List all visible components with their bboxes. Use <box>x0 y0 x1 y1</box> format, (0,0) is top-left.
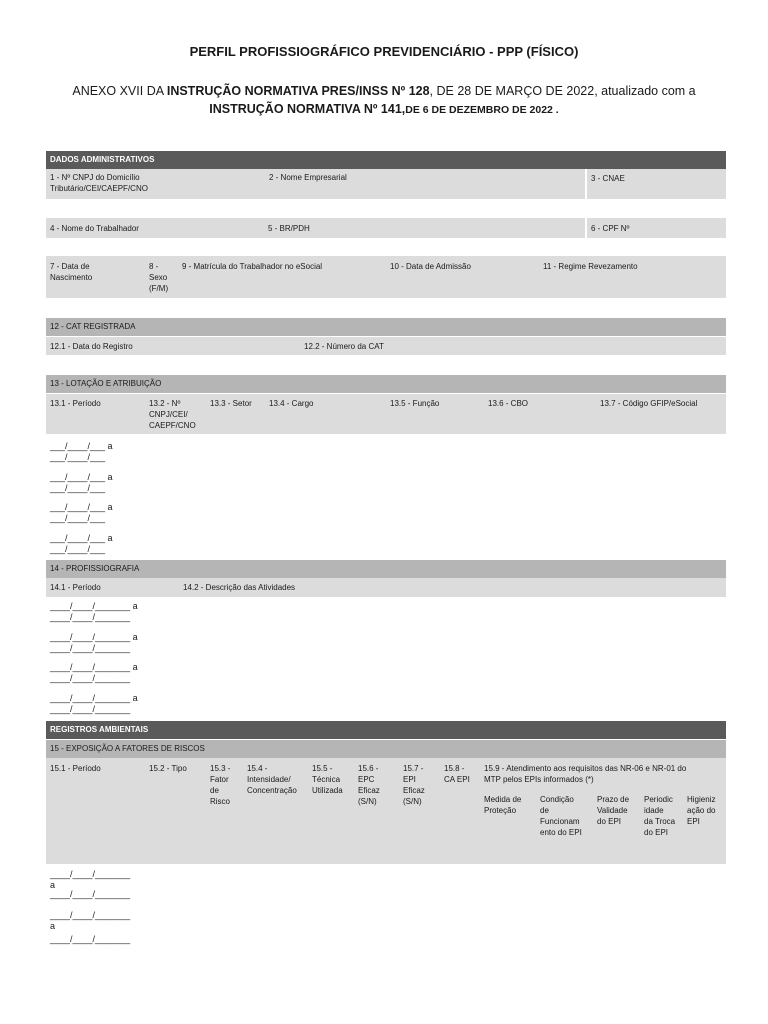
profissiografia-period-entry: ____/____/_______ a ____/____/_______ <box>50 662 138 683</box>
lotacao-period-entry: ___/____/___ a ___/____/___ <box>50 533 113 554</box>
registros-period-entry: ____/____/_______ a <box>50 869 131 890</box>
col-prazo-validade-label: Prazo de Validade do EPI <box>597 795 630 826</box>
field-regime-revezamento-label: 11 - Regime Revezamento <box>543 262 638 271</box>
section-cat-registrada: 12 - CAT REGISTRADA <box>46 318 726 336</box>
col-periodo-label: 13.1 - Período <box>50 399 101 408</box>
col-condicao-funcionamento-label: Condição de Funcionam ento do EPI <box>540 795 582 837</box>
section-registros-ambientais: REGISTROS AMBIENTAIS <box>46 721 726 739</box>
col-codigo-gfip-label: 13.7 - Código GFIP/eSocial <box>600 399 698 408</box>
section-profissiografia: 14 - PROFISSIOGRAFIA <box>46 560 726 578</box>
divider <box>585 169 587 199</box>
col-ca-epi-label: 15.8 - CA EPI <box>444 764 470 784</box>
col-cbo-label: 13.6 - CBO <box>488 399 529 408</box>
field-data-registro-label: 12.1 - Data do Registro <box>50 342 133 351</box>
col-intensidade-label: 15.4 - Intensidade/ Concentração <box>247 764 297 795</box>
field-br-pdh-label: 5 - BR/PDH <box>268 224 310 233</box>
profissiografia-period-entry: ____/____/_______ a ____/____/_______ <box>50 693 138 714</box>
subtitle-part: INSTRUÇÃO NORMATIVA PRES/INSS Nº 128 <box>166 84 430 98</box>
col-cnpj-label: 13.2 - Nº CNPJ/CEI/ CAEPF/CNO <box>149 399 196 430</box>
field-matricula-label: 9 - Matrícula do Trabalhador no eSocial <box>182 262 323 271</box>
col-tipo-label: 15.2 - Tipo <box>149 764 187 773</box>
lotacao-period-entry: ___/____/___ a ___/____/___ <box>50 472 113 493</box>
divider <box>585 218 587 238</box>
col-epi-eficaz-label: 15.7 - EPI Eficaz (S/N) <box>403 764 425 806</box>
section-exposicao-fatores-riscos: 15 - EXPOSIÇÃO A FATORES DE RISCOS <box>46 740 726 758</box>
field-cpf-label: 6 - CPF Nº <box>591 224 630 233</box>
registros-period-entry: ____/____/_______ a <box>50 910 131 931</box>
subtitle-part: , DE 28 DE MARÇO DE 2022, atualizado com a <box>429 84 696 98</box>
cat-row <box>46 337 726 355</box>
subtitle-part: ANEXO XVII DA <box>72 84 167 98</box>
col-descricao-atividades-label: 14.2 - Descrição das Atividades <box>183 583 296 592</box>
profissiografia-period-entry: ____/____/_______ a ____/____/_______ <box>50 601 138 622</box>
col-cargo-label: 13.4 - Cargo <box>269 399 314 408</box>
registros-period-entry: ____/____/_______ <box>50 934 131 944</box>
field-nome-trabalhador-label: 4 - Nome do Trabalhador <box>50 224 139 233</box>
col-medida-protecao-label: Medida de Proteção <box>484 795 522 815</box>
subtitle-part: INSTRUÇÃO NORMATIVA Nº 141, <box>209 102 406 116</box>
col-epc-eficaz-label: 15.6 - EPC Eficaz (S/N) <box>358 764 380 806</box>
col-periodo-label: 15.1 - Período <box>50 764 101 773</box>
col-tecnica-label: 15.5 - Técnica Utilizada <box>312 764 343 795</box>
page-title: PERFIL PROFISSIOGRÁFICO PREVIDENCIÁRIO - PPP (FÍSICO) <box>189 44 579 59</box>
section-lotacao-atribuicao: 13 - LOTAÇÃO E ATRIBUIÇÃO <box>46 375 726 393</box>
field-cnpj-label: 1 - Nº CNPJ do Domicílio Tributário/CEI/CAEPF/CNO <box>50 173 148 193</box>
lotacao-period-entry: ___/____/___ a ___/____/___ <box>50 502 113 523</box>
field-nome-empresarial-label: 2 - Nome Empresarial <box>269 173 347 182</box>
lotacao-period-entry: ___/____/___ a ___/____/___ <box>50 441 113 462</box>
col-setor-label: 13.3 - Setor <box>210 399 252 408</box>
profissiografia-header-row <box>46 578 726 597</box>
field-cnae-label: 3 - CNAE <box>591 174 625 183</box>
col-atendimento-requisitos-label: 15.9 - Atendimento aos requisitos das NR-06 e NR-01 do MTP pelos EPIs informados (*) <box>484 764 687 784</box>
col-funcao-label: 13.5 - Função <box>390 399 440 408</box>
section-dados-administrativos: DADOS ADMINISTRATIVOS <box>46 151 726 169</box>
field-sexo-label: 8 - Sexo (F/M) <box>149 262 169 293</box>
field-data-nascimento-label: 7 - Data de Nascimento <box>50 262 93 282</box>
col-fator-risco-label: 15.3 - Fator de Risco <box>210 764 231 806</box>
page-subtitle <box>40 82 728 119</box>
field-data-admissao-label: 10 - Data de Admissão <box>390 262 471 271</box>
profissiografia-period-entry: ____/____/_______ a ____/____/_______ <box>50 632 138 653</box>
field-numero-cat-label: 12.2 - Número da CAT <box>304 342 384 351</box>
col-higienizacao-label: Higieniz ação do EPI <box>687 795 716 826</box>
col-periodicidade-troca-label: Periodic idade da Troca do EPI <box>644 795 676 837</box>
subtitle-part: DE 6 DE DEZEMBRO DE 2022 . <box>405 104 559 116</box>
registros-period-entry: ____/____/_______ <box>50 889 131 899</box>
col-periodo-label: 14.1 - Período <box>50 583 101 592</box>
